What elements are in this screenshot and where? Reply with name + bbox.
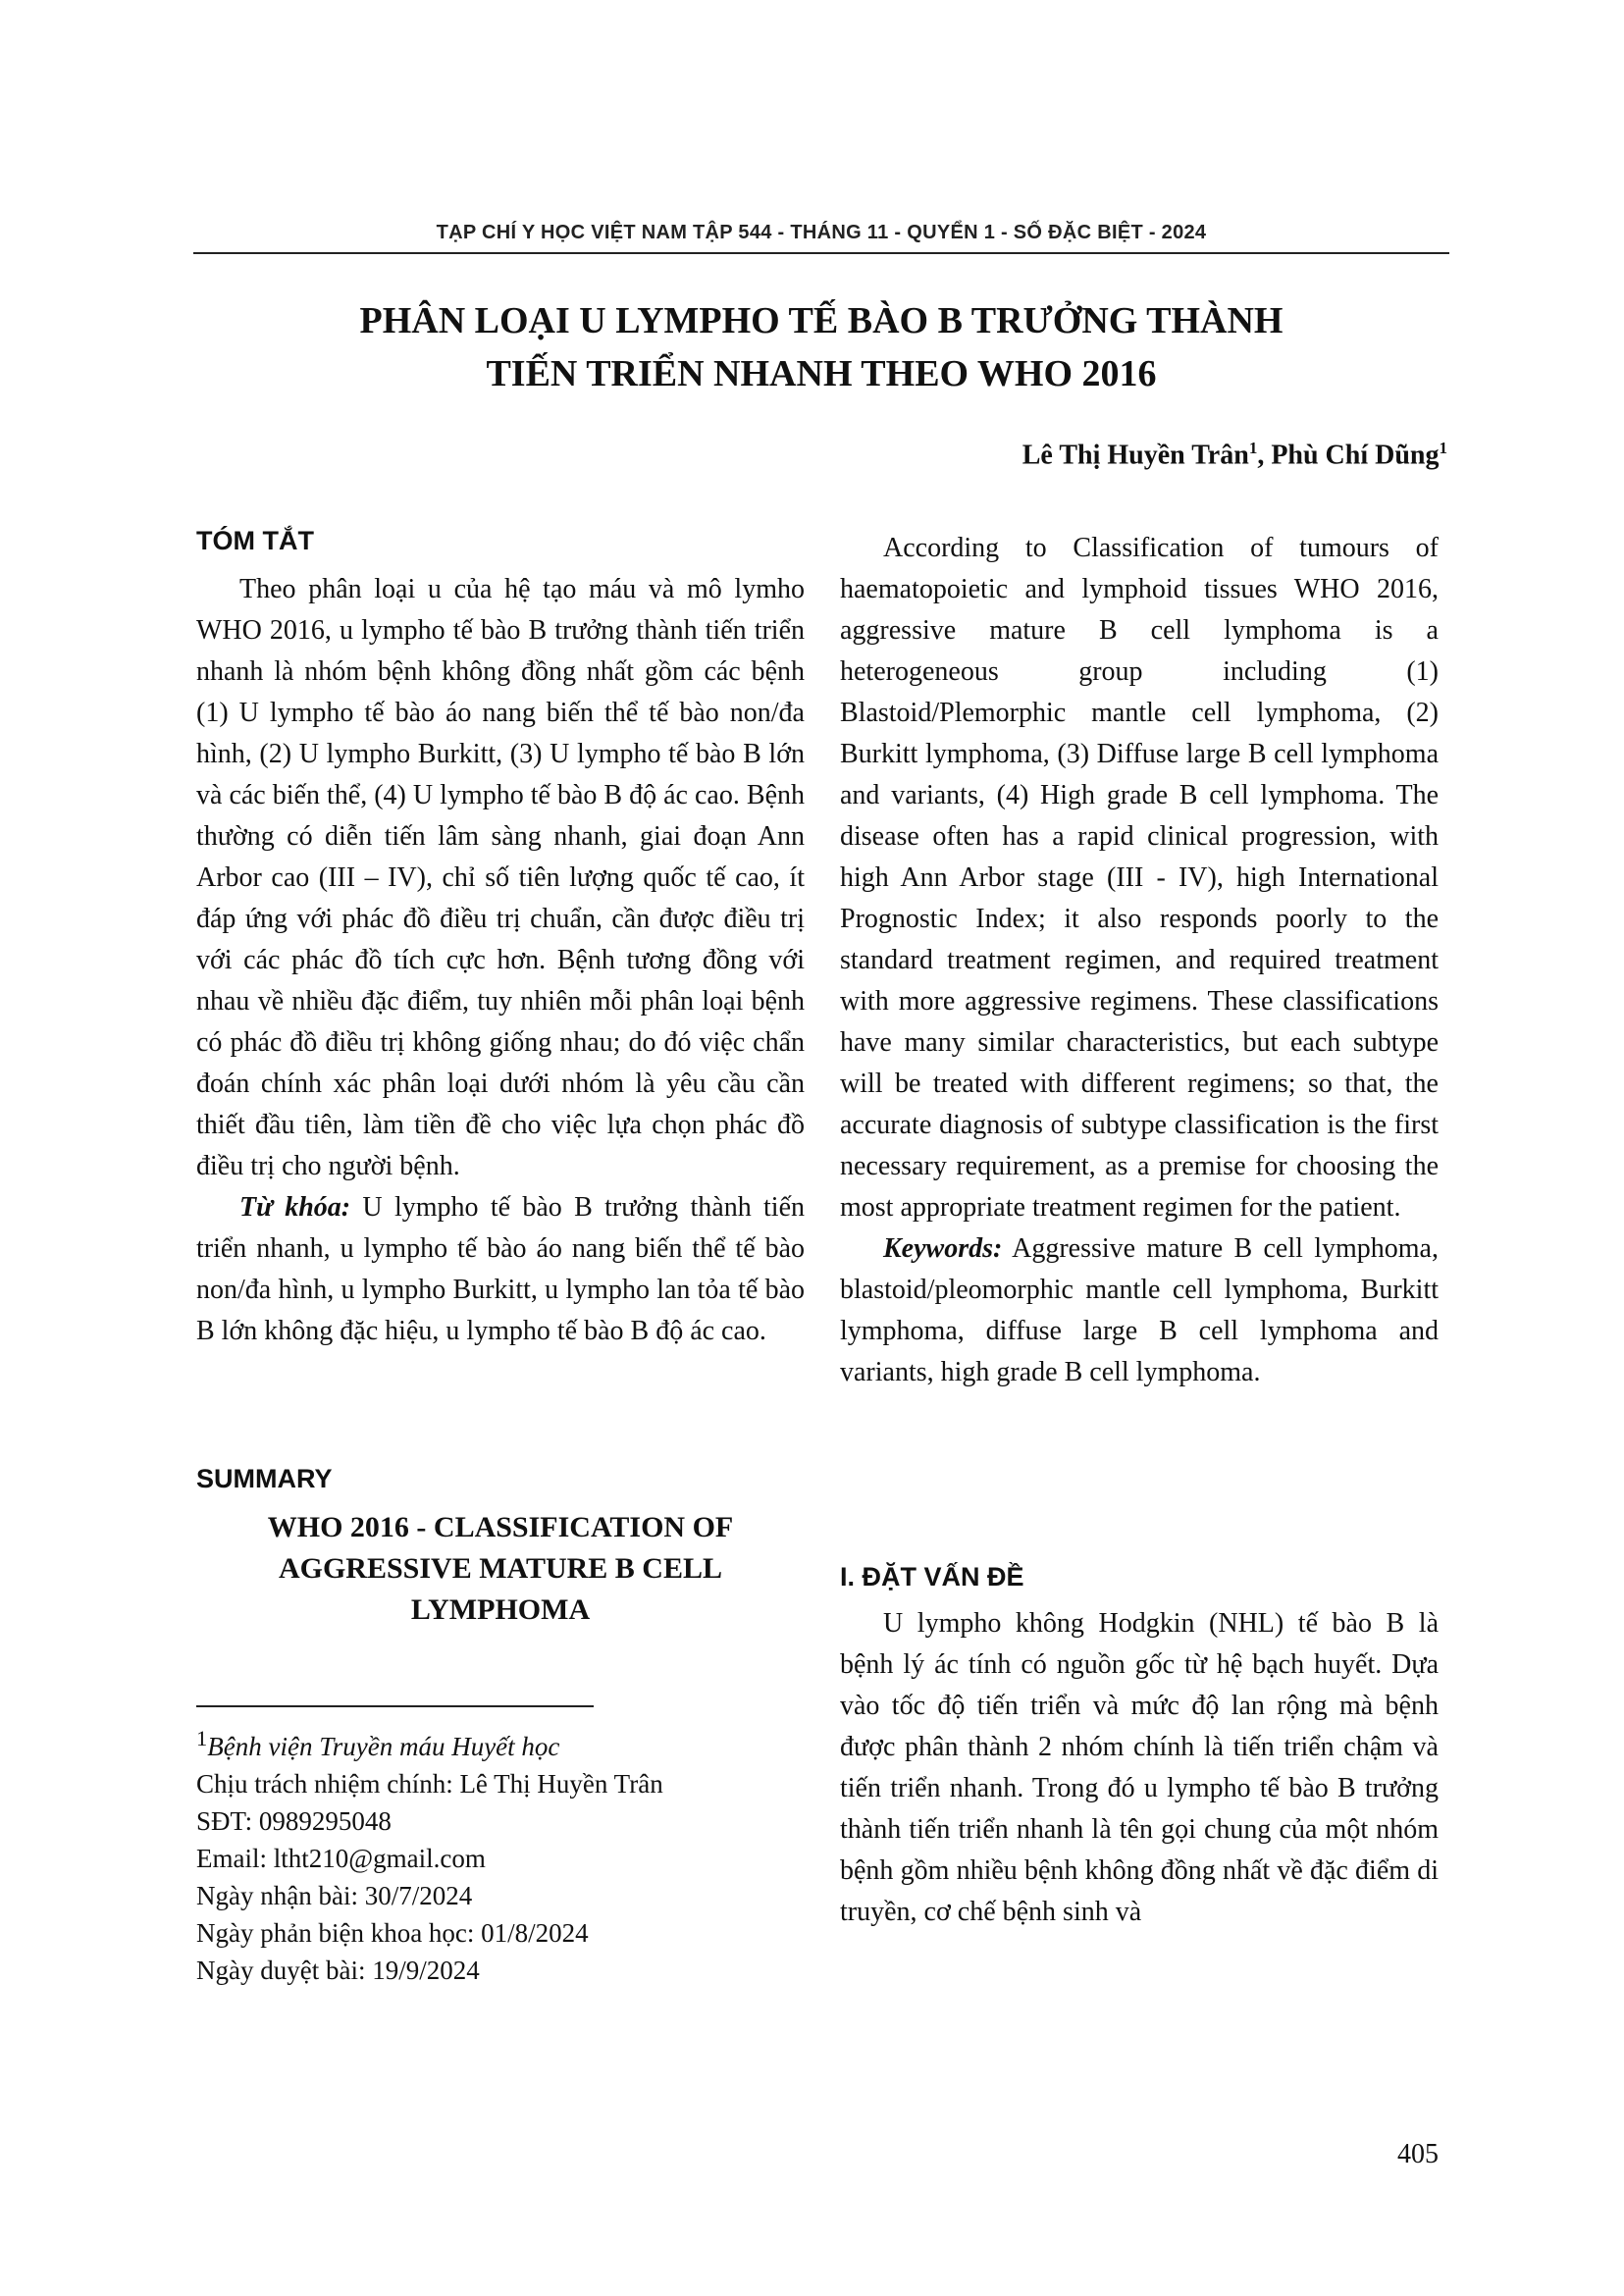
section-1-heading: I. ĐẶT VẤN ĐỀ bbox=[840, 1562, 1024, 1592]
footnote-affiliation-sup: 1 bbox=[196, 1726, 208, 1750]
footnote-email: Email: ltht210@gmail.com bbox=[196, 1844, 486, 1873]
summary-en bbox=[840, 528, 1439, 1393]
summary-en-keywords-label: Keywords: bbox=[883, 1233, 1003, 1264]
author-list bbox=[1022, 439, 1447, 471]
summary-title-line-1: WHO 2016 - CLASSIFICATION OF bbox=[267, 1511, 734, 1543]
section-1-body: U lympho không Hodgkin (NHL) tế bào B là bệnh lý ác tính có nguồn gốc từ hệ bạch huyết. Dựa vào tốc độ tiến triển và mức độ lan rộng mà bệnh được phân thành 2 nhóm chính là tiến triển chậm và tiến triển nhanh. Trong đó u lympho tế bào B trưởng thành tiến triển nhanh là tên gọi chung của một nhóm bệnh gồm nhiều bệnh không đồng nhất về đặc điểm di truyền, cơ chế bệnh sinh và bbox=[840, 1608, 1439, 1927]
footnote-rule bbox=[196, 1705, 594, 1707]
summary-en-body: According to Classification of tumours of haematopoietic and lymphoid tissues WHO 2016, aggressive mature B cell lymphoma is a heterogeneous group including (1) Blastoid/Plemorphic mantle cell lymphoma, (2) Burkitt lymphoma, (3) Diffuse large B cell lymphoma and variants, (4) High grade B cell lymphoma. The disease often has a rapid clinical progression, with high Ann Arbor stage (III - IV), high International Prognostic Index; it also responds poorly to the standard treatment regimen, and required treatment with more aggressive regimens. These classifications have many similar characteristics, but each subtype will be treated with different regimens; so that, the accurate diagnosis of subtype classification is the first necessary requirement, as a premise for choosing the most appropriate treatment regimen for the patient. bbox=[840, 533, 1439, 1223]
title-line-1: PHÂN LOẠI U LYMPHO TẾ BÀO B TRƯỞNG THÀNH bbox=[359, 300, 1283, 341]
footnote-reviewed: Ngày phản biện khoa học: 01/8/2024 bbox=[196, 1918, 589, 1948]
footnote-affiliation bbox=[196, 1720, 824, 1765]
author-2-affiliation: 1 bbox=[1439, 439, 1447, 457]
abstract-vi-keywords-label: Từ khóa: bbox=[239, 1192, 351, 1223]
abstract-vi bbox=[196, 569, 805, 1352]
summary-title-line-3: LYMPHOMA bbox=[410, 1593, 591, 1626]
author-1-affiliation: 1 bbox=[1248, 439, 1258, 457]
summary-title bbox=[196, 1507, 805, 1631]
article-title bbox=[193, 294, 1449, 400]
footnote-responsible: Chịu trách nhiệm chính: Lê Thị Huyền Trân bbox=[196, 1769, 663, 1799]
abstract-vi-heading: TÓM TẮT bbox=[196, 526, 314, 555]
footnotes bbox=[196, 1720, 824, 1989]
summary-heading: SUMMARY bbox=[196, 1464, 333, 1493]
page-number: 405 bbox=[1397, 2139, 1439, 2169]
summary-en-keywords bbox=[840, 1228, 1439, 1393]
footnote-accepted: Ngày duyệt bài: 19/9/2024 bbox=[196, 1956, 480, 1985]
author-1: Lê Thị Huyền Trân bbox=[1022, 440, 1249, 471]
section-1 bbox=[840, 1603, 1439, 1933]
title-line-2: TIẾN TRIỂN NHANH THEO WHO 2016 bbox=[486, 353, 1157, 394]
abstract-vi-keywords-text: U lympho tế bào B trưởng thành tiến triển nhanh, u lympho tế bào áo nang biến thể tế bào non/đa hình, u lympho Burkitt, u lympho lan tỏa tế bào B lớn không đặc hiệu, u lympho tế bào B độ ác cao. bbox=[196, 1192, 806, 1346]
footnote-affiliation-text: Bệnh viện Truyền máu Huyết học bbox=[207, 1732, 560, 1761]
footnote-phone: SĐT: 0989295048 bbox=[196, 1806, 392, 1836]
author-2: Phù Chí Dũng bbox=[1271, 440, 1440, 471]
author-separator: , bbox=[1257, 440, 1272, 471]
summary-title-line-2: AGGRESSIVE MATURE B CELL bbox=[278, 1552, 723, 1585]
abstract-vi-keywords bbox=[196, 1187, 805, 1352]
journal-header: TẠP CHÍ Y HỌC VIỆT NAM TẬP 544 - THÁNG 11 - QUYỂN 1 - SỐ ĐẶC BIỆT - 2024 bbox=[436, 222, 1207, 243]
abstract-vi-body: Theo phân loại u của hệ tạo máu và mô lymho WHO 2016, u lympho tế bào B trưởng thành tiến triển nhanh là nhóm bệnh không đồng nhất gồm các bệnh (1) U lympho tế bào áo nang biến thể tế bào non/đa hình, (2) U lympho Burkitt, (3) U lympho tế bào B lớn và các biến thể, (4) U lympho tế bào B độ ác cao. Bệnh thường có diễn tiến lâm sàng nhanh, giai đoạn Ann Arbor cao (III – IV), chỉ số tiên lượng quốc tế cao, ít đáp ứng với phác đồ điều trị chuẩn, cần được điều trị với các phác đồ tích cực hơn. Bệnh tương đồng với nhau về nhiều đặc điểm, tuy nhiên mỗi phân loại bệnh có phác đồ điều trị không giống nhau; do đó việc chẩn đoán chính xác phân loại dưới nhóm là yêu cầu cần thiết đầu tiên, làm tiền đề cho việc lựa chọn phác đồ điều trị cho người bệnh. bbox=[196, 574, 805, 1181]
summary-en-keywords-text: Aggressive mature B cell lymphoma, blastoid/pleomorphic mantle cell lymphoma, Burkitt lymphoma, diffuse large B cell lymphoma and variants, high grade B cell lymphoma. bbox=[840, 1233, 1439, 1387]
footnote-received: Ngày nhận bài: 30/7/2024 bbox=[196, 1881, 473, 1910]
header-rule bbox=[193, 252, 1449, 254]
